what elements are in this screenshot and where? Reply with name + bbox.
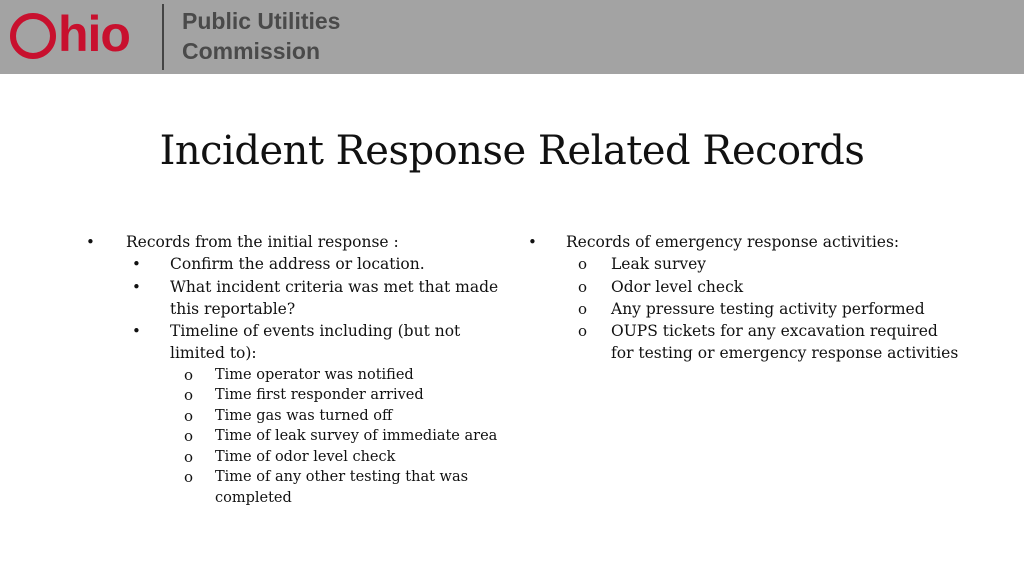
circle-bullet-icon: o <box>184 447 194 466</box>
circle-bullet-icon: o <box>578 322 588 341</box>
left-subitem-text: Time operator was notified <box>215 366 414 383</box>
disc-bullet-icon: • <box>528 233 537 251</box>
list-item <box>80 385 510 406</box>
agency-line-2: Commission <box>182 38 321 64</box>
right-item-text: Odor level check <box>611 277 744 296</box>
left-subitem-text: Time of odor level check <box>215 448 396 465</box>
disc-bullet-icon: • <box>132 277 141 296</box>
circle-bullet-icon: o <box>578 277 588 296</box>
list-item <box>80 447 510 468</box>
left-heading: Records from the initial response : <box>126 233 399 251</box>
circle-bullet-icon: o <box>184 468 194 487</box>
left-item-text: What incident criteria was met that made this reportable? <box>170 277 499 318</box>
list-item <box>80 406 510 427</box>
list-item <box>80 253 510 275</box>
list-item <box>522 320 962 365</box>
circle-bullet-icon: o <box>184 427 194 446</box>
disc-bullet-icon: • <box>132 255 141 274</box>
circle-bullet-icon: o <box>184 365 194 384</box>
header-bar <box>0 0 1024 74</box>
logo-text: hio <box>58 6 130 62</box>
left-subitem-text: Time of any other testing that was completed <box>215 469 469 506</box>
list-item <box>80 467 510 508</box>
right-item-text: Leak survey <box>611 255 707 274</box>
right-item-text: OUPS tickets for any excavation required for testing or emergency response activities <box>611 322 959 363</box>
list-item <box>80 320 510 365</box>
left-column <box>80 231 510 508</box>
list-item <box>522 231 962 253</box>
list-item <box>80 276 510 321</box>
agency-name <box>182 6 340 66</box>
left-item-text: Timeline of events including (but not limited to): <box>170 322 461 363</box>
list-item <box>522 298 962 320</box>
disc-bullet-icon: • <box>86 233 95 251</box>
left-subitem-text: Time gas was turned off <box>215 407 393 424</box>
header-divider <box>162 4 164 70</box>
left-item-text: Confirm the address or location. <box>170 255 425 274</box>
circle-bullet-icon: o <box>578 255 588 274</box>
right-column <box>522 231 962 365</box>
page-title: Incident Response Related Records <box>159 128 865 174</box>
list-item <box>522 276 962 298</box>
list-item <box>522 253 962 275</box>
circle-bullet-icon: o <box>184 406 194 425</box>
ohio-logo <box>10 3 130 65</box>
disc-bullet-icon: • <box>132 322 141 341</box>
right-heading: Records of emergency response activities: <box>566 233 900 251</box>
list-item <box>80 426 510 447</box>
circle-bullet-icon: o <box>578 299 588 318</box>
circle-bullet-icon: o <box>184 386 194 405</box>
right-item-text: Any pressure testing activity performed <box>611 299 925 318</box>
agency-line-1: Public Utilities <box>182 8 341 34</box>
ohio-o-circle-icon <box>10 13 56 59</box>
list-item <box>80 231 510 253</box>
left-subitem-text: Time of leak survey of immediate area <box>215 428 498 445</box>
left-subitem-text: Time first responder arrived <box>215 387 424 404</box>
list-item <box>80 365 510 386</box>
